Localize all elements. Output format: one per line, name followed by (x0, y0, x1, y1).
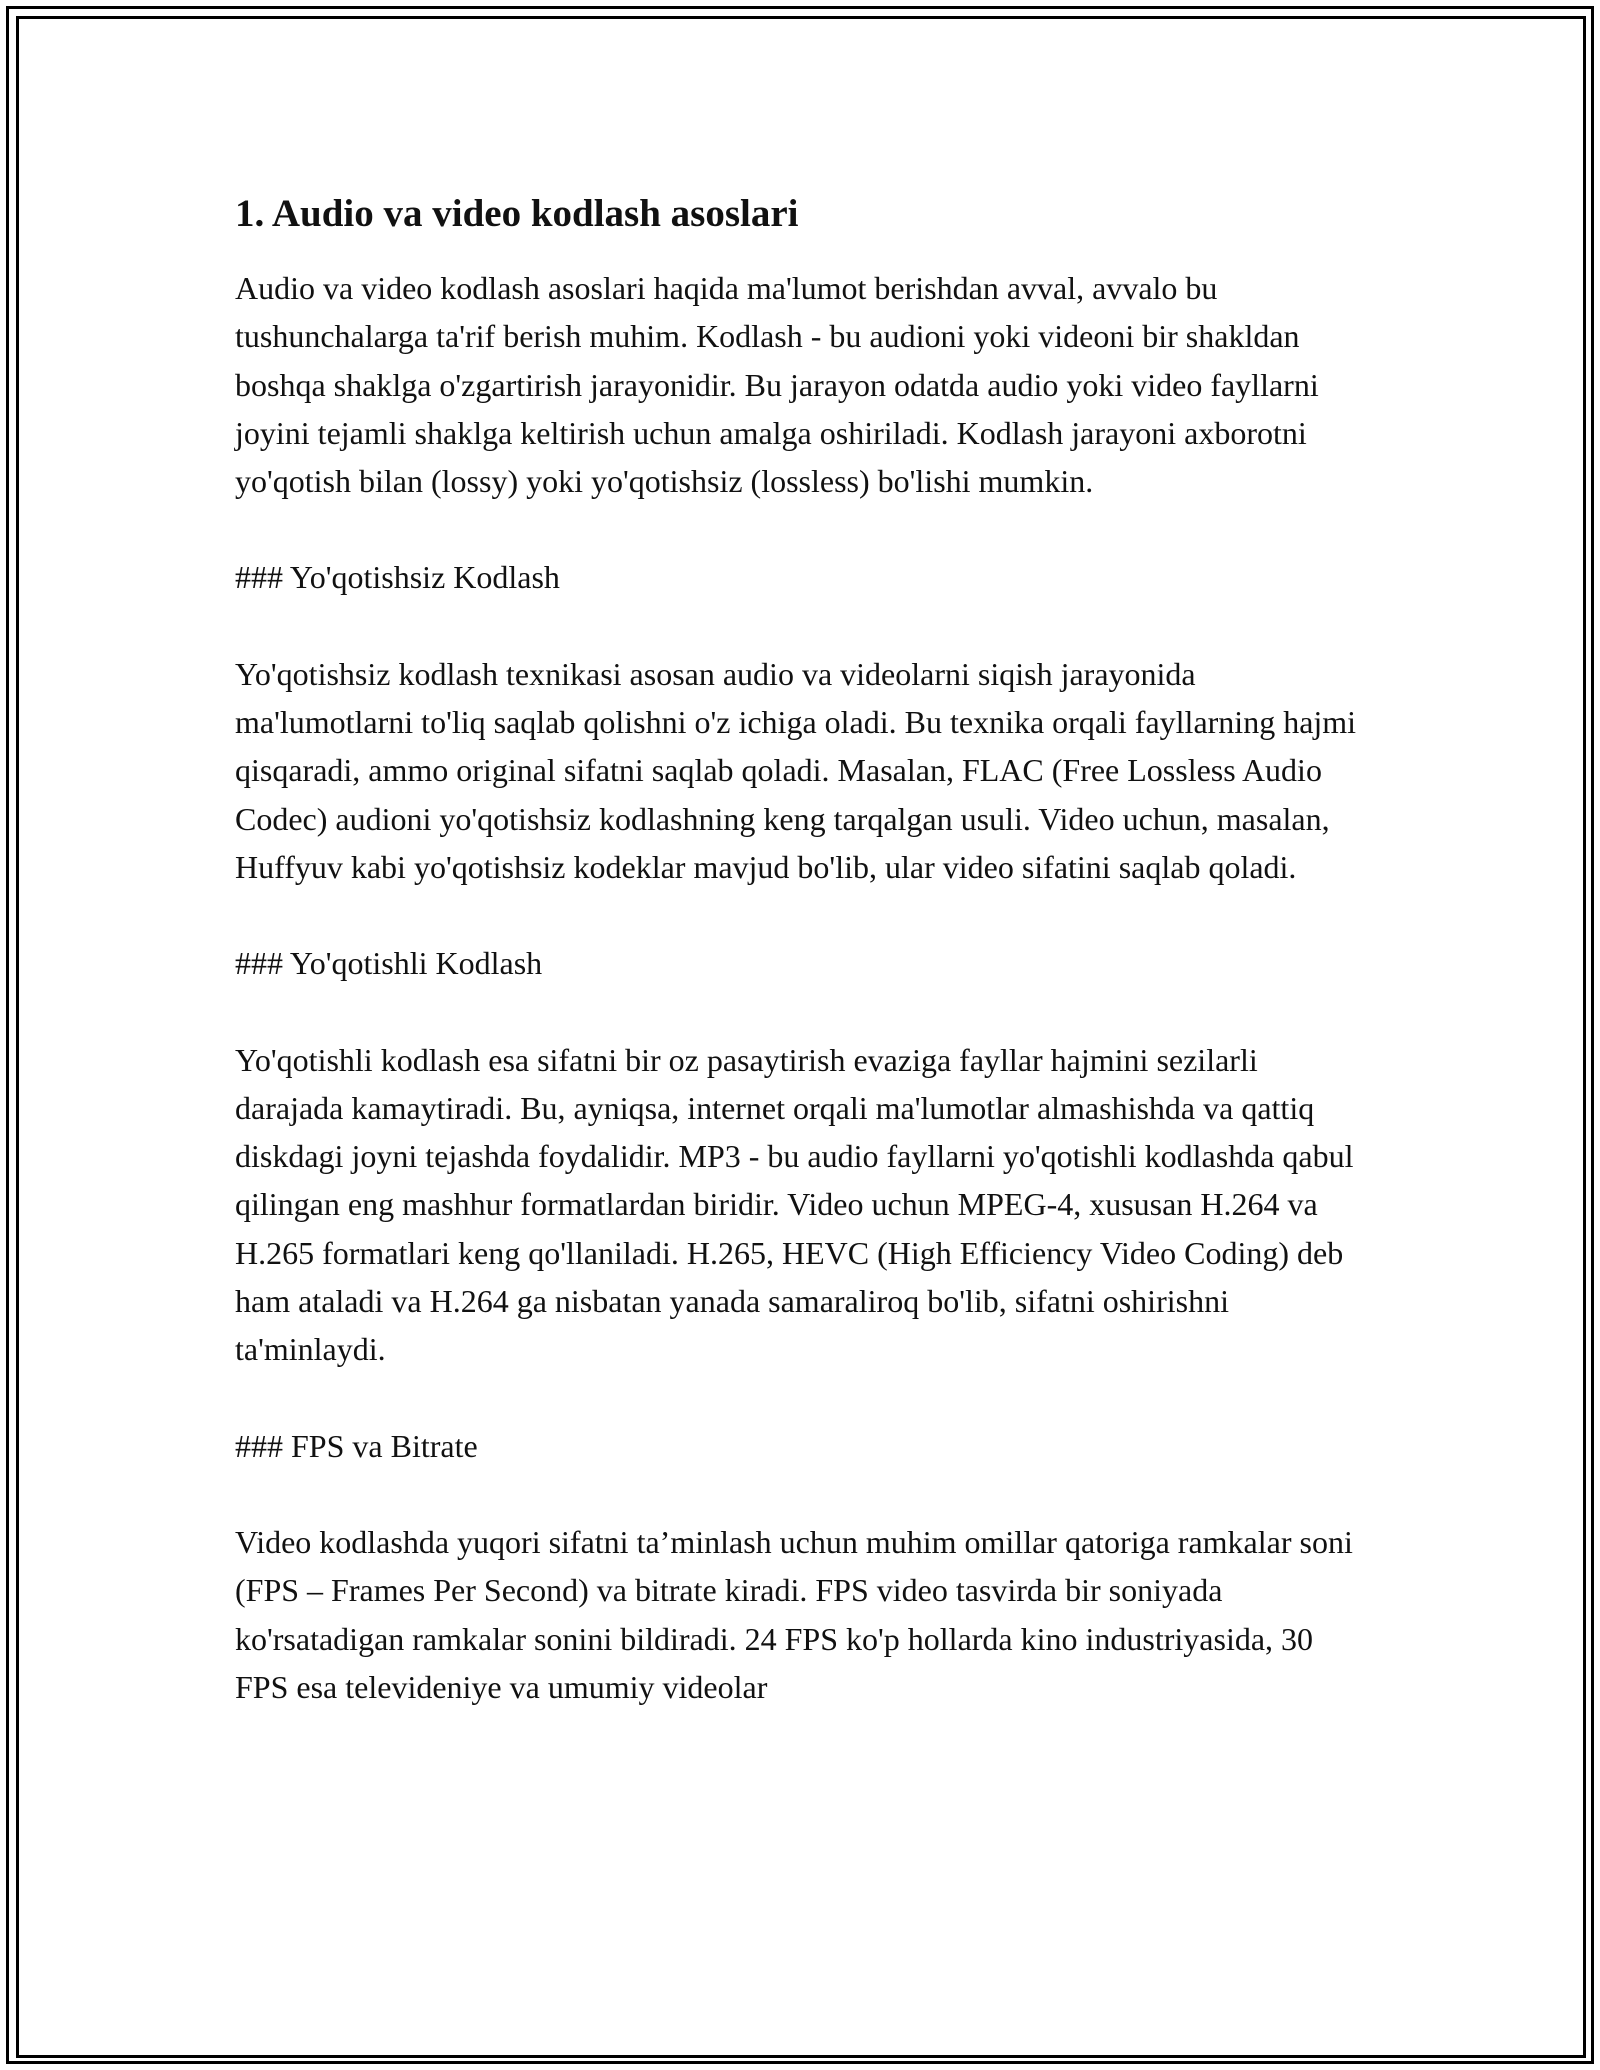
intro-paragraph: Audio va video kodlash asoslari haqida ma'lumot berishdan avval, avvalo bu tushunchalarga ta'rif berish muhim. Kodlash - bu audioni yoki videoni bir shakldan boshqa shaklga o'zgartirish jarayonidir. Bu jarayon odatda audio yoki video fayllarni joyini tejamli shaklga keltirish uchun amalga oshiriladi. Kodlash jarayoni axborotni yo'qotish bilan (lossy) yoki yo'qotishsiz (lossless) bo'lishi mumkin. (235, 270, 1319, 500)
section-body-lossy: Yo'qotishli kodlash esa sifatni bir oz pasaytirish evaziga fayllar hajmini sezilarli darajada kamaytiradi. Bu, ayniqsa, internet orqali ma'lumotlar almashishda va qattiq diskdagi joyni tejashda foydalidir. MP3 - bu audio fayllarni yo'qotishli kodlashda qabul qilingan eng mashhur formatlardan biridir. Video uchun MPEG-4, xususan H.264 va H.265 formatlari keng qo'llaniladi. H.265, HEVC (High Efficiency Video Coding) deb ham ataladi va H.264 ga nisbatan yanada samaraliroq bo'lib, sifatni oshirishni ta'minlaydi. (235, 1041, 1354, 1368)
section-heading-lossless: ### Yo'qotishsiz Kodlash (235, 559, 560, 596)
section-heading-fps-bitrate: ### FPS va Bitrate (235, 1427, 478, 1464)
document-content (235, 190, 1365, 1759)
section-body-fps-bitrate: Video kodlashda yuqori sifatni ta’minlash uchun muhim omillar qatoriga ramkalar soni (FPS – Frames Per Second) va bitrate kiradi. FPS video tasvirda bir soniyada ko'rsatadigan ramkalar sonini bildiradi. 24 FPS ko'p hollarda kino industriyasida, 30 FPS esa televideniye va umumiy videolar (235, 1523, 1353, 1705)
document-title: 1. Audio va video kodlash asoslari (235, 192, 799, 235)
section-heading-lossy: ### Yo'qotishli Kodlash (235, 945, 543, 982)
section-body-lossless: Yo'qotishsiz kodlash texnikasi asosan audio va videolarni siqish jarayonida ma'lumotlarni to'liq saqlab qolishni o'z ichiga oladi. Bu texnika orqali fayllarning hajmi qisqaradi, ammo original sifatni saqlab qoladi. Masalan, FLAC (Free Lossless Audio Codec) audioni yo'qotishsiz kodlashning keng tarqalgan usuli. Video uchun, masalan, Huffyuv kabi yo'qotishsiz kodeklar mavjud bo'lib, ular video sifatini saqlab qoladi. (235, 655, 1357, 885)
